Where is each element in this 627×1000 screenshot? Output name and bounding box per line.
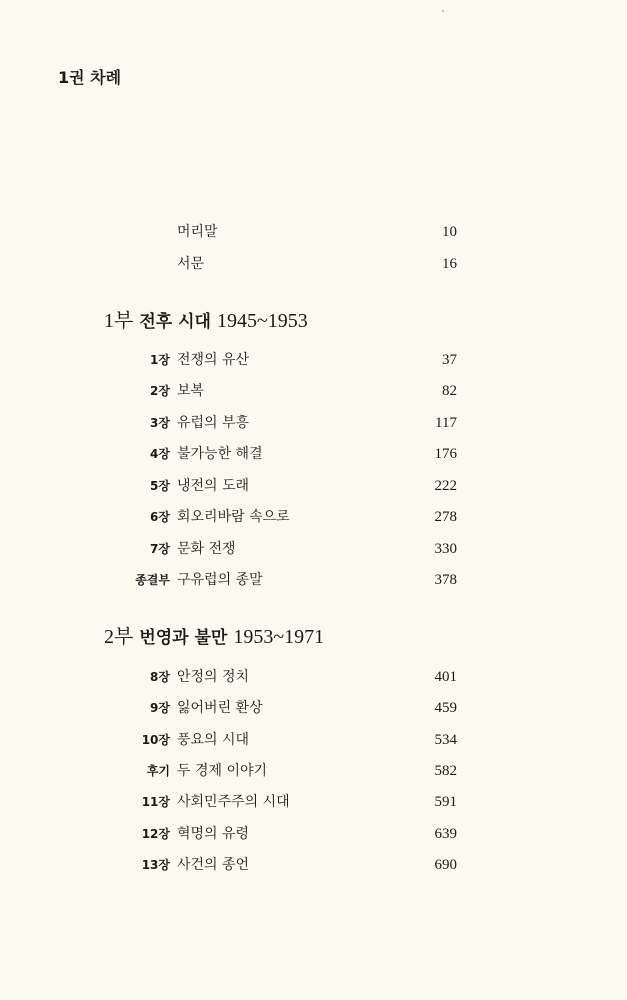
chapter-number: 종결부 <box>135 573 170 587</box>
chapter-number: 10장 <box>141 733 170 747</box>
entry-page: 16 <box>442 256 457 272</box>
chapter-title: 잃어버린 환상 <box>177 700 263 716</box>
toc-entry[interactable] <box>0 790 627 814</box>
chapter-title: 안정의 정치 <box>177 669 250 685</box>
chapter-page: 378 <box>434 572 457 588</box>
part-label: 1부 <box>104 310 134 332</box>
chapter-number: 후기 <box>146 764 170 778</box>
chapter-title: 구유럽의 종말 <box>177 572 263 588</box>
chapter-number: 2장 <box>150 384 170 398</box>
chapter-title: 유럽의 부흥 <box>177 415 250 431</box>
chapter-title: 두 경제 이야기 <box>177 763 268 779</box>
chapter-number: 6장 <box>150 510 170 524</box>
chapter-number: 5장 <box>150 479 170 493</box>
part-years: 1953~1971 <box>233 626 325 648</box>
chapter-title: 사회민주주의 시대 <box>177 794 290 810</box>
chapter-title: 혁명의 유령 <box>177 826 250 842</box>
chapter-page: 222 <box>434 478 457 494</box>
toc-entry[interactable] <box>0 759 627 783</box>
chapter-title: 회오리바람 속으로 <box>177 509 290 525</box>
chapter-number: 8장 <box>150 670 170 684</box>
chapter-page: 37 <box>442 352 457 368</box>
toc-entry[interactable] <box>0 474 627 498</box>
chapter-number: 7장 <box>150 542 170 556</box>
chapter-page: 82 <box>442 383 457 399</box>
chapter-page: 534 <box>434 732 457 748</box>
part-heading <box>104 622 324 652</box>
chapter-title: 문화 전쟁 <box>177 541 236 557</box>
part-title: 번영과 불만 <box>139 628 228 648</box>
chapter-page: 639 <box>434 826 457 842</box>
chapter-number: 1장 <box>150 353 170 367</box>
chapter-number: 11장 <box>141 795 170 809</box>
toc-entry[interactable] <box>0 568 627 592</box>
chapter-page: 582 <box>434 763 457 779</box>
chapter-number: 3장 <box>150 416 170 430</box>
chapter-page: 176 <box>434 446 457 462</box>
toc-entry[interactable] <box>0 220 627 244</box>
toc-entry[interactable] <box>0 728 627 752</box>
chapter-page: 459 <box>434 700 457 716</box>
chapter-page: 690 <box>434 857 457 873</box>
chapter-title: 풍요의 시대 <box>177 732 250 748</box>
chapter-page: 401 <box>434 669 457 685</box>
toc-entry[interactable] <box>0 505 627 529</box>
toc-entry[interactable] <box>0 252 627 276</box>
chapter-title: 전쟁의 유산 <box>177 352 250 368</box>
toc-entry[interactable] <box>0 379 627 403</box>
toc-entry[interactable] <box>0 853 627 877</box>
entry-title: 서문 <box>177 256 205 272</box>
chapter-title: 사건의 종언 <box>177 857 250 873</box>
part-years: 1945~1953 <box>216 310 308 332</box>
chapter-number: 4장 <box>150 447 170 461</box>
toc-entry[interactable] <box>0 442 627 466</box>
chapter-page: 591 <box>434 794 457 810</box>
toc-entry[interactable] <box>0 696 627 720</box>
entry-page: 10 <box>442 224 457 240</box>
chapter-title: 보복 <box>177 383 205 399</box>
chapter-number: 12장 <box>141 827 170 841</box>
toc-entry[interactable] <box>0 411 627 435</box>
part-title: 전후 시대 <box>139 312 211 332</box>
chapter-page: 278 <box>434 509 457 525</box>
toc-entry[interactable] <box>0 822 627 846</box>
chapter-page: 117 <box>435 415 457 431</box>
chapter-page: 330 <box>434 541 457 557</box>
toc-entry[interactable] <box>0 665 627 689</box>
paper-speck <box>442 10 444 12</box>
chapter-title: 냉전의 도래 <box>177 478 250 494</box>
entry-title: 머리말 <box>177 224 218 240</box>
chapter-number: 9장 <box>150 701 170 715</box>
chapter-number: 13장 <box>141 858 170 872</box>
chapter-title: 불가능한 해결 <box>177 446 263 462</box>
toc-entry[interactable] <box>0 537 627 561</box>
toc-entry[interactable] <box>0 348 627 372</box>
part-heading <box>104 306 308 336</box>
part-label: 2부 <box>104 626 134 648</box>
page-title: 1권 차례 <box>58 68 122 87</box>
